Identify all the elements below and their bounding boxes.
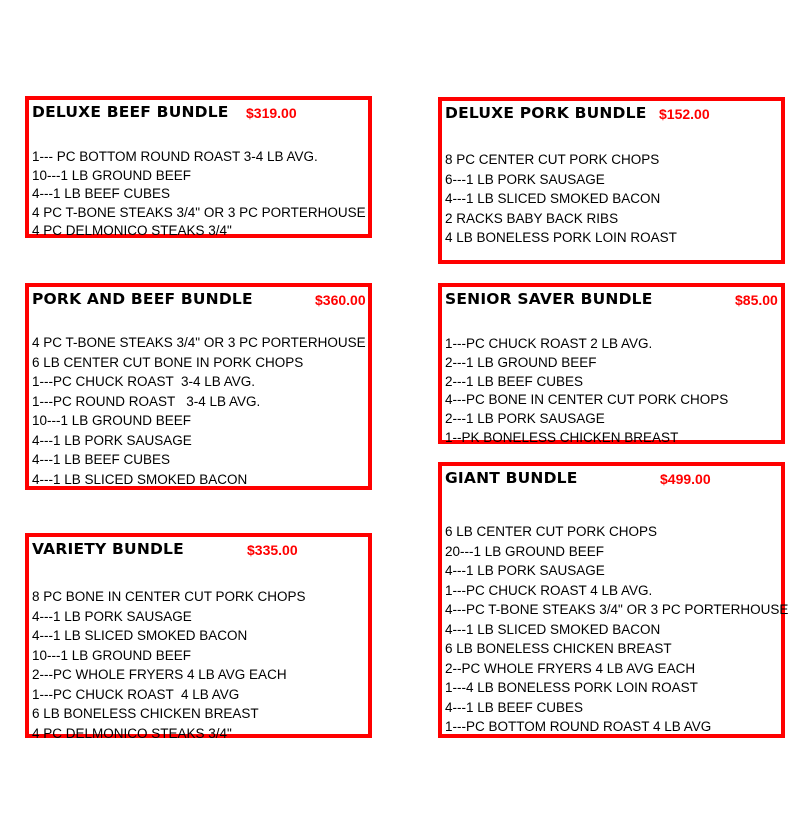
bundle-item: 1---4 LB BONELESS PORK LOIN ROAST (445, 680, 698, 695)
bundle-price: $499.00 (660, 471, 711, 487)
bundle-item: 4---1 LB PORK SAUSAGE (32, 432, 192, 448)
bundle-item: 4---1 LB SLICED SMOKED BACON (445, 621, 661, 637)
bundle-item: 1---PC ROUND ROAST 3-4 LB AVG. (32, 393, 261, 409)
bundle-item: 4 PC DELMONICO STEAKS 3/4" (32, 223, 232, 239)
bundle-item: 4 LB BONELESS PORK LOIN ROAST (445, 230, 677, 245)
bundle-item: 8 PC BONE IN CENTER CUT PORK CHOPS (32, 589, 306, 604)
bundle-item: 10---1 LB GROUND BEEF (32, 413, 192, 428)
bundle-price: $360.00 (315, 292, 366, 308)
bundle-title: DELUXE BEEF BUNDLE (32, 103, 229, 121)
bundle-box-variety (25, 533, 372, 741)
bundle-item: 1---PC CHUCK ROAST 4 LB AVG. (445, 582, 653, 598)
bundle-item-list (32, 587, 366, 743)
bundle-item: 2---1 LB BEEF CUBES (445, 373, 584, 389)
bundle-item: 1---PC CHUCK ROAST 3-4 LB AVG. (32, 374, 256, 389)
bundle-item: 1---PC CHUCK ROAST 2 LB AVG. (445, 336, 653, 351)
bundle-item: 4---PC BONE IN CENTER CUT PORK CHOPS (445, 392, 729, 408)
bundle-price: $85.00 (735, 292, 778, 308)
bundle-item: 4---1 LB SLICED SMOKED BACON (32, 471, 248, 487)
bundle-title: DELUXE PORK BUNDLE (445, 104, 647, 122)
bundle-title: PORK AND BEEF BUNDLE (32, 290, 253, 308)
bundle-item: 4---1 LB BEEF CUBES (32, 452, 171, 467)
bundle-item: 4 PC T-BONE STEAKS 3/4" OR 3 PC PORTERHOUSE (32, 335, 366, 350)
bundle-item-list (32, 333, 366, 489)
bundle-item: 1--PK BONELESS CHICKEN BREAST (445, 429, 679, 445)
bundle-box-pork-and-beef (25, 283, 372, 490)
bundle-title: SENIOR SAVER BUNDLE (445, 290, 653, 308)
bundle-item: 4 PC T-BONE STEAKS 3/4" OR 3 PC PORTERHOUSE (32, 204, 366, 220)
bundle-item: 1---PC CHUCK ROAST 4 LB AVG (32, 686, 240, 702)
bundle-item: 10---1 LB GROUND BEEF (32, 647, 192, 663)
bundle-box-deluxe-beef (25, 96, 372, 238)
bundle-item: 2---1 LB PORK SAUSAGE (445, 411, 605, 427)
bundle-box-deluxe-pork (438, 97, 785, 264)
bundle-item: 1--- PC BOTTOM ROUND ROAST 3-4 LB AVG. (32, 149, 318, 164)
bundle-item: 4---PC T-BONE STEAKS 3/4" OR 3 PC PORTERHOUSE (445, 602, 789, 617)
bundle-item: 4---1 LB BEEF CUBES (32, 186, 171, 202)
bundle-price: $335.00 (247, 542, 298, 558)
bundle-item: 4 PC DELMONICO STEAKS 3/4" (32, 725, 232, 741)
bundle-item: 20---1 LB GROUND BEEF (445, 543, 605, 559)
bundle-item: 6 LB CENTER CUT BONE IN PORK CHOPS (32, 354, 304, 370)
bundle-box-senior-saver (438, 283, 785, 444)
bundle-title: GIANT BUNDLE (445, 469, 578, 487)
bundle-item-list (445, 150, 779, 248)
bundle-item-list (32, 148, 366, 241)
bundle-item: 6---1 LB PORK SAUSAGE (445, 171, 605, 187)
bundle-item: 8 PC CENTER CUT PORK CHOPS (445, 152, 660, 167)
bundle-item: 6 LB BONELESS CHICKEN BREAST (445, 641, 672, 656)
bundle-item: 4---1 LB PORK SAUSAGE (445, 563, 605, 578)
bundle-item: 4---1 LB SLICED SMOKED BACON (32, 628, 248, 643)
bundle-price: $319.00 (246, 105, 297, 121)
bundle-item-list (445, 335, 779, 448)
bundle-box-giant (438, 462, 789, 738)
bundle-item: 2--PC WHOLE FRYERS 4 LB AVG EACH (445, 660, 696, 676)
bundle-item: 2 RACKS BABY BACK RIBS (445, 210, 619, 226)
bundle-item: 6 LB BONELESS CHICKEN BREAST (32, 706, 259, 721)
bundle-item: 1---PC BOTTOM ROUND ROAST 4 LB AVG (445, 719, 712, 734)
bundle-item: 6 LB CENTER CUT PORK CHOPS (445, 524, 658, 539)
bundle-item: 4---1 LB PORK SAUSAGE (32, 608, 192, 624)
bundle-item: 10---1 LB GROUND BEEF (32, 167, 192, 183)
bundle-item: 4---1 LB SLICED SMOKED BACON (445, 191, 661, 206)
bundle-price: $152.00 (659, 106, 710, 122)
bundle-item: 2---PC WHOLE FRYERS 4 LB AVG EACH (32, 667, 287, 682)
bundle-title: VARIETY BUNDLE (32, 540, 184, 558)
bundle-item: 4---1 LB BEEF CUBES (445, 699, 584, 715)
bundle-item-list (445, 522, 789, 737)
bundle-item: 2---1 LB GROUND BEEF (445, 354, 597, 370)
